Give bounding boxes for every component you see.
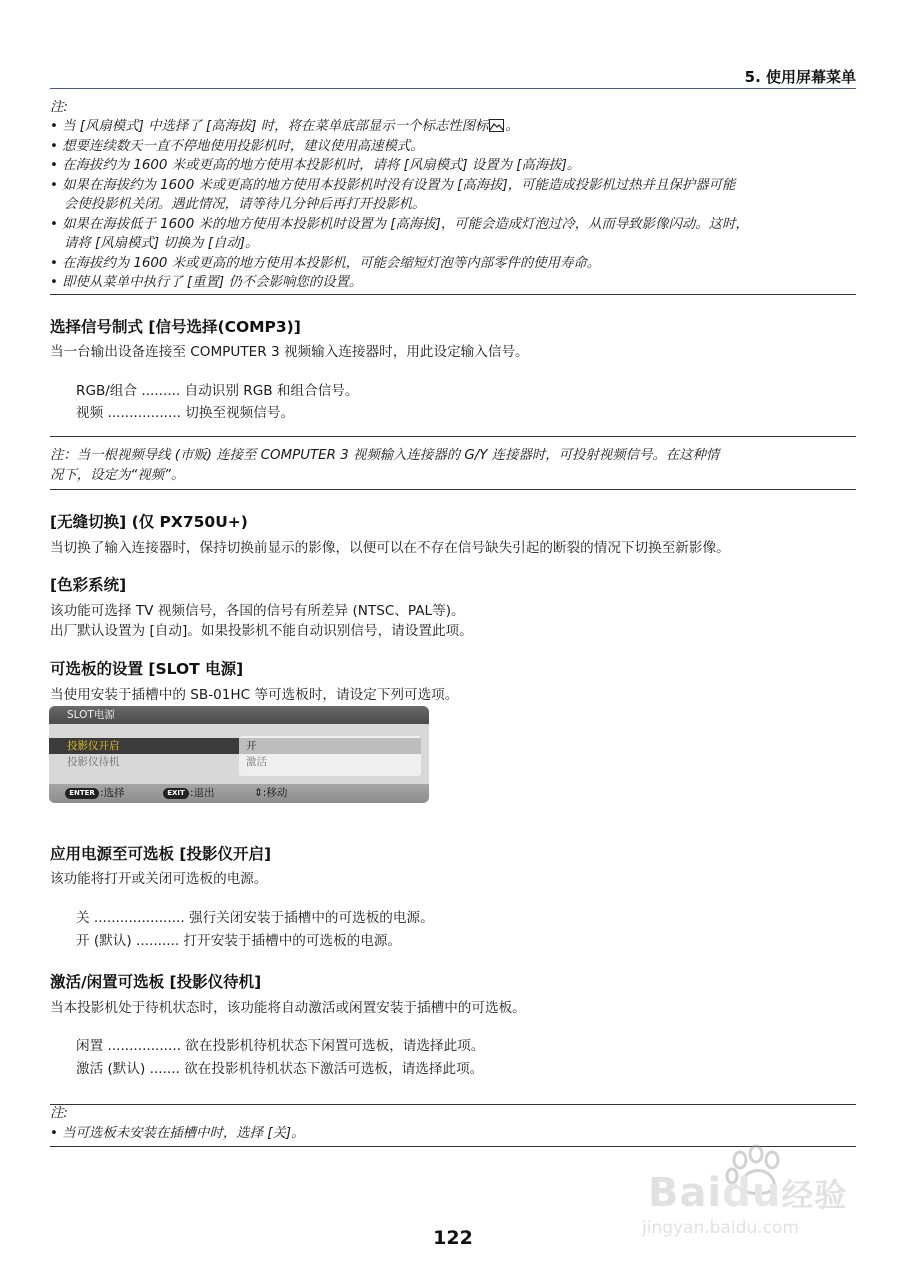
note-line: • 当可选板未安装在插槽中时，选择 [关]。 bbox=[50, 1126, 305, 1141]
option-item: RGB/组合 ......... 自动识别 RGB 和组合信号。 bbox=[76, 383, 359, 399]
option-item: 开 (默认) .......... 打开安装于插槽中的可选板的电源。 bbox=[76, 933, 402, 949]
osd-title: SLOT电源 bbox=[49, 706, 429, 724]
option-item: 闲置 ................. 欲在投影机待机状态下闲置可选板，请选择此项。 bbox=[76, 1038, 485, 1054]
note-line: • 想要连续数天一直不停地使用投影机时，建议使用高速模式。 bbox=[50, 139, 424, 154]
section-heading: [色彩系统] bbox=[50, 576, 127, 594]
divider bbox=[50, 436, 856, 437]
note-line: • 如果在海拔低于 1600 米的地方使用本投影机时设置为 [高海拔]，可能会造成灯泡过冷，从而导致影像闪动。这时， bbox=[50, 217, 749, 232]
page-number: 122 bbox=[433, 1227, 473, 1249]
section-heading: 可选板的设置 [SLOT 电源] bbox=[50, 660, 244, 678]
section-desc: 当使用安装于插槽中的 SB-01HC 等可选板时，请设定下列可选项。 bbox=[50, 687, 459, 703]
enter-key-icon: ENTER bbox=[65, 788, 99, 799]
section-desc: 当一台输出设备连接至 COMPUTER 3 视频输入连接器时，用此设定输入信号。 bbox=[50, 344, 529, 360]
note-label: 注: bbox=[50, 1106, 68, 1121]
section-heading: 激活/闲置可选板 [投影仪待机] bbox=[50, 973, 262, 991]
section-heading: [无缝切换] (仅 PX750U+) bbox=[50, 513, 248, 531]
exit-key-icon: EXIT bbox=[163, 788, 189, 799]
divider bbox=[50, 1104, 856, 1105]
section-desc: 当本投影机处于待机状态时，该功能将自动激活或闲置安装于插槽中的可选板。 bbox=[50, 1000, 526, 1016]
note-line: • 在海拔约为 1600 米或更高的地方使用本投影机时，请将 [风扇模式] 设置为 [高海拔]。 bbox=[50, 158, 581, 173]
note-line: • 如果在海拔约为 1600 米或更高的地方使用本投影机时没有设置为 [高海拔]，可能造成投影机过热并且保护器可能 bbox=[50, 178, 736, 193]
header-rule bbox=[50, 88, 856, 89]
chapter-title: 5. 使用屏幕菜单 bbox=[744, 68, 856, 86]
note-line: • 当 [风扇模式] 中选择了 [高海拔] 时，将在菜单底部显示一个标志性图标 。 bbox=[50, 119, 519, 134]
divider bbox=[50, 489, 856, 490]
note-line: 注：当一根视频导线 (市贩) 连接至 COMPUTER 3 视频输入连接器的 G/Y 连接器时，可投射视频信号。在这种情 bbox=[50, 448, 720, 463]
osd-footer-select: :选择 bbox=[100, 787, 125, 799]
note-line: • 即使从菜单中执行了 [重置] 仍不会影响您的设置。 bbox=[50, 275, 363, 290]
section-heading: 选择信号制式 [信号选择(COMP3)] bbox=[50, 318, 301, 336]
divider bbox=[50, 294, 856, 295]
section-heading: 应用电源至可选板 [投影仪开启] bbox=[50, 845, 272, 863]
osd-footer-move: ⇕:移动 bbox=[254, 787, 288, 799]
watermark-url: jingyan.baidu.com bbox=[642, 1218, 799, 1238]
option-item: 关 ..................... 强行关闭安装于插槽中的可选板的电源。 bbox=[76, 910, 434, 926]
osd-row-value[interactable]: 开 bbox=[246, 740, 257, 752]
high-altitude-mountain-icon bbox=[489, 119, 504, 132]
note-line: 会使投影机关闭。遇此情况，请等待几分钟后再打开投影机。 bbox=[64, 197, 426, 212]
note-label: 注: bbox=[50, 100, 68, 115]
osd-row-label-selected[interactable]: 投影仪开启 bbox=[67, 740, 120, 752]
note-line: • 在海拔约为 1600 米或更高的地方使用本投影机，可能会缩短灯泡等内部零件的使用寿命。 bbox=[50, 256, 601, 271]
option-item: 视频 ................. 切换至视频信号。 bbox=[76, 405, 295, 421]
osd-row-label[interactable]: 投影仪待机 bbox=[67, 756, 120, 768]
osd-row-value[interactable]: 激活 bbox=[246, 756, 267, 768]
watermark-logo: Baidu经验 bbox=[648, 1170, 848, 1216]
section-desc: 该功能将打开或关闭可选板的电源。 bbox=[50, 871, 268, 887]
section-desc: 该功能可选择 TV 视频信号，各国的信号有所差异 (NTSC、PAL等)。 bbox=[50, 603, 465, 619]
osd-value-highlight bbox=[239, 738, 421, 754]
section-desc: 当切换了输入连接器时，保持切换前显示的影像，以便可以在不存在信号缺失引起的断裂的情况下切换至新影像。 bbox=[50, 540, 730, 556]
option-item: 激活 (默认) ....... 欲在投影机待机状态下激活可选板，请选择此项。 bbox=[76, 1061, 484, 1077]
osd-footer bbox=[49, 784, 429, 803]
note-line: 请将 [风扇模式] 切换为 [自动]。 bbox=[64, 236, 259, 251]
note-line: 况下，设定为“视频”。 bbox=[50, 468, 185, 483]
osd-menu bbox=[49, 706, 429, 803]
section-desc: 出厂默认设置为 [自动]。如果投影机不能自动识别信号，请设置此项。 bbox=[50, 623, 473, 639]
osd-footer-exit: :退出 bbox=[190, 787, 215, 799]
